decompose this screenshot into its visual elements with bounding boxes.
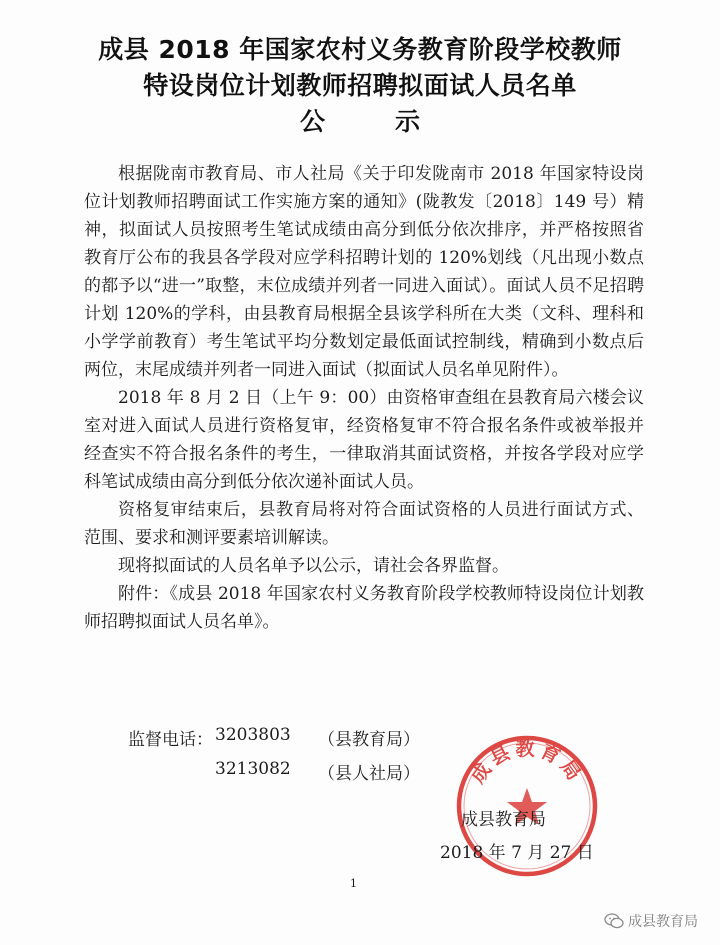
signature-org: 成县教育局: [461, 810, 546, 830]
title-line-3: 公示: [299, 107, 490, 136]
paragraph-publicity: 现将拟面试的人员名单予以公示，请社会各界监督。: [118, 556, 509, 576]
paragraph-review: 2018 年 8 月 2 日（上午 9：00）由资格审查组在县教育局六楼会议室对进入面试人员进行资格复审，经资格复审不符合报名条件或被举报并经查实不符合报名条件的考生，一律取消其面试资格，并按各学段对应学科笔试成绩由高分到低分依次递补面试人员。: [84, 388, 644, 492]
wechat-icon: [604, 913, 624, 929]
notice-body: [84, 160, 644, 636]
watermark-text: 成县教育局: [628, 914, 698, 930]
contact-phone-2: 3213082: [215, 759, 291, 779]
contact-org-2: （县人社局）: [318, 764, 420, 784]
title-line-2: 特设岗位计划教师招聘拟面试人员名单: [143, 71, 577, 100]
watermark: [604, 911, 698, 931]
seal-text: 成县教育局: [466, 738, 588, 788]
title-line-1: 成县 2018 年国家农村义务教育阶段学校教师: [98, 35, 622, 64]
svg-text:成县教育局: [466, 737, 587, 787]
contact-label: 监督电话：: [128, 730, 213, 750]
paragraph-attachment: 附件：《成县 2018 年国家农村义务教育阶段学校教师特设岗位计划教师招聘拟面试人员名单》。: [84, 584, 644, 632]
signature-date: 2018 年 7 月 27 日: [440, 843, 594, 863]
page-number: 1: [350, 877, 357, 890]
contact-phone-1: 3203803: [215, 725, 291, 745]
paragraph-training: 资格复审结束后，县教育局将对符合面试资格的人员进行面试方式、范围、要求和测评要素培训解读。: [84, 500, 644, 548]
contact-org-1: （县教育局）: [318, 730, 420, 750]
paragraph-basis: 根据陇南市教育局、市人社局《关于印发陇南市 2018 年国家特设岗位计划教师招聘面试工作实施方案的通知》(陇教发〔2018〕149 号）精神，拟面试人员按照考生笔试成绩由高分到低分依次排序，并严格按照省教育厅公布的我县各学段对应学科招聘计划的 120%划线（凡出现小数点的都予以“进一”取整，末位成绩并列者一同进入面试）。面试人员不足招聘计划 120%的学科，由县教育局根据全县该学科所在大类（文科、理科和小学学前教育）考生笔试平均分数划定最低面试控制线，精确到小数点后两位，末尾成绩并列者一同进入面试（拟面试人员名单见附件）。: [84, 164, 644, 380]
